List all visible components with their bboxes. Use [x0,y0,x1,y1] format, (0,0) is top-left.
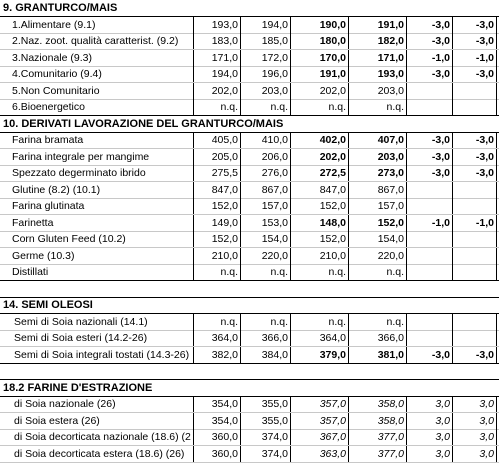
price-cell [452,99,497,115]
price-cell [452,330,497,346]
price-cell: 358,0 [348,396,406,412]
price-cell: 157,0 [240,198,290,214]
price-cell: -3,0 [406,132,452,148]
price-cell: 867,0 [240,182,290,198]
product-label: Corn Gluten Feed (10.2) [12,233,126,245]
price-cell: n.q. [290,264,348,280]
price-cell: 3,0 [406,446,452,462]
section-title: 9. GRANTURCO/MAIS [3,2,118,14]
price-cell: 357,0 [290,396,348,412]
price-cell: 152,0 [193,231,240,247]
product-label: 5.Non Comunitario [12,85,100,97]
price-cell: 357,0 [290,413,348,429]
price-cell [452,264,497,280]
table-row [0,99,499,116]
section-header [0,116,499,133]
section-header [0,297,499,314]
price-cell: 367,0 [290,429,348,445]
price-cell: 358,0 [348,413,406,429]
price-cell: 847,0 [193,182,240,198]
price-cell: 377,0 [348,429,406,445]
price-cell: 154,0 [240,231,290,247]
price-cell: n.q. [348,99,406,115]
product-label: 4.Comunitario (9.4) [12,68,102,80]
price-cell: 3,0 [406,413,452,429]
price-cell [406,99,452,115]
product-label: Semi di Soia nazionali (14.1) [14,316,148,328]
price-cell: 193,0 [348,66,406,82]
price-cell [406,182,452,198]
price-cell: 363,0 [290,446,348,462]
price-cell [406,198,452,214]
table-row [0,314,499,331]
price-cell: 210,0 [193,248,240,264]
price-cell: 3,0 [452,396,497,412]
table-row [0,347,499,364]
table-row [0,149,499,166]
price-cell: 183,0 [193,33,240,49]
price-cell: 152,0 [193,198,240,214]
price-cell [406,330,452,346]
price-cell: 153,0 [240,215,290,231]
table-row [0,215,499,232]
product-label: Germe (10.3) [12,250,75,262]
product-label: Farina bramata [12,134,84,146]
spacer-row [0,363,499,380]
price-cell: n.q. [240,264,290,280]
product-label: Distillati [12,266,49,278]
table-row [0,33,499,50]
table-row [0,429,499,446]
price-cell [406,231,452,247]
table-row [0,446,499,463]
price-cell: 402,0 [290,132,348,148]
price-cell: 157,0 [348,198,406,214]
price-cell: 381,0 [348,347,406,363]
price-cell: 205,0 [193,149,240,165]
table-row [0,50,499,67]
table-row [0,165,499,182]
price-cell: n.q. [290,314,348,330]
product-label: Farina integrale per mangime [12,151,150,163]
price-cell: 276,0 [240,165,290,181]
price-cell: -3,0 [406,17,452,33]
price-cell: n.q. [193,314,240,330]
price-cell: n.q. [193,99,240,115]
price-cell: 180,0 [290,33,348,49]
price-cell: 202,0 [193,83,240,99]
price-cell: 191,0 [290,66,348,82]
price-cell: 355,0 [240,396,290,412]
section-title: 14. SEMI OLEOSI [3,299,93,311]
price-cell: 194,0 [193,66,240,82]
price-cell: 379,0 [290,347,348,363]
spacer-row [0,281,499,298]
price-cell: 149,0 [193,215,240,231]
price-cell: 366,0 [348,330,406,346]
price-cell: -3,0 [406,347,452,363]
price-cell: 3,0 [452,446,497,462]
price-cell: 152,0 [348,215,406,231]
price-cell: -3,0 [452,66,497,82]
price-cell: -3,0 [452,165,497,181]
price-cell: 203,0 [240,83,290,99]
price-cell: 366,0 [240,330,290,346]
price-cell: 220,0 [240,248,290,264]
price-cell: 354,0 [193,413,240,429]
price-cell: 206,0 [240,149,290,165]
price-cell: 360,0 [193,446,240,462]
price-cell: 171,0 [348,50,406,66]
price-cell: -1,0 [406,215,452,231]
price-cell: 867,0 [348,182,406,198]
table-row [0,231,499,248]
price-cell: 196,0 [240,66,290,82]
price-cell: n.q. [348,314,406,330]
section-title: 10. DERIVATI LAVORAZIONE DEL GRANTURCO/MAIS [3,118,284,130]
price-cell: 170,0 [290,50,348,66]
product-label: 3.Nazionale (9.3) [12,52,92,64]
price-cell: -1,0 [452,215,497,231]
price-cell: 202,0 [290,149,348,165]
price-cell: n.q. [193,264,240,280]
price-cell [452,83,497,99]
product-label: 6.Bioenergetico [12,101,85,113]
price-cell: 171,0 [193,50,240,66]
table-row [0,264,499,281]
price-cell: n.q. [240,314,290,330]
price-cell [452,314,497,330]
price-cell: 172,0 [240,50,290,66]
section-title: 18.2 FARINE D'ESTRAZIONE [3,382,153,394]
price-cell: -3,0 [406,165,452,181]
price-cell: 273,0 [348,165,406,181]
price-cell: n.q. [240,99,290,115]
price-cell: 3,0 [406,396,452,412]
price-cell: 193,0 [193,17,240,33]
price-cell: -3,0 [452,347,497,363]
price-cell: -3,0 [452,17,497,33]
product-label: Farina glutinata [12,200,85,212]
price-cell [452,231,497,247]
price-cell: 405,0 [193,132,240,148]
price-cell: 384,0 [240,347,290,363]
price-cell: 374,0 [240,446,290,462]
price-cell: -3,0 [452,149,497,165]
price-cell: 377,0 [348,446,406,462]
price-cell: 220,0 [348,248,406,264]
price-cell: 3,0 [452,413,497,429]
price-cell: 3,0 [452,429,497,445]
product-label: Farinetta [12,217,54,229]
price-cell: 148,0 [290,215,348,231]
price-cell: -3,0 [406,33,452,49]
price-cell: 203,0 [348,149,406,165]
table-row [0,132,499,149]
price-cell: -1,0 [406,50,452,66]
price-cell [452,248,497,264]
table-row [0,17,499,34]
price-cell: 410,0 [240,132,290,148]
product-label: di Soia nazionale (26) [14,398,116,410]
price-cell: -3,0 [452,33,497,49]
price-cell: 354,0 [193,396,240,412]
price-cell: 360,0 [193,429,240,445]
price-cell: n.q. [290,99,348,115]
price-cell: 382,0 [193,347,240,363]
table-row [0,198,499,215]
price-cell: 202,0 [290,83,348,99]
product-label: Glutine (8.2) (10.1) [12,184,101,196]
price-cell: 152,0 [290,198,348,214]
price-cell [406,248,452,264]
price-cell: -3,0 [406,66,452,82]
price-cell: 194,0 [240,17,290,33]
price-cell: -1,0 [452,50,497,66]
price-cell [406,264,452,280]
table-row [0,396,499,413]
price-cell [406,83,452,99]
price-cell: 847,0 [290,182,348,198]
table-row [0,330,499,347]
product-label: 1.Alimentare (9.1) [12,19,96,31]
product-label: 2.Naz. zoot. qualità caratterist. (9.2) [12,35,179,47]
product-label: Semi di Soia integrali tostati (14.3-26) [14,349,190,361]
price-cell: 3,0 [406,429,452,445]
product-label: di Soia estera (26) [14,415,100,427]
price-cell: 203,0 [348,83,406,99]
table-row [0,413,499,430]
price-cell: 152,0 [290,231,348,247]
price-cell: -3,0 [406,149,452,165]
price-cell: -3,0 [452,132,497,148]
price-cell: 355,0 [240,413,290,429]
section-header [0,380,499,397]
table-row [0,182,499,199]
price-cell: n.q. [348,264,406,280]
price-cell: 191,0 [348,17,406,33]
product-label: Spezzato degerminato ibrido [12,167,146,179]
price-cell: 364,0 [290,330,348,346]
price-cell: 407,0 [348,132,406,148]
price-cell: 374,0 [240,429,290,445]
product-label: Semi di Soia esteri (14.2-26) [14,332,148,344]
price-cell [406,314,452,330]
price-cell: 275,5 [193,165,240,181]
price-cell: 272,5 [290,165,348,181]
price-cell: 364,0 [193,330,240,346]
table-row [0,66,499,83]
product-label: di Soia decorticata estera (18.6) (26) [14,448,185,460]
section-header [0,0,499,17]
product-label: di Soia decorticata nazionale (18.6) (2 [14,431,191,443]
table-row [0,83,499,100]
price-cell [452,182,497,198]
price-cell: 182,0 [348,33,406,49]
table-row [0,248,499,265]
price-cell: 154,0 [348,231,406,247]
price-cell: 190,0 [290,17,348,33]
price-cell: 210,0 [290,248,348,264]
price-cell: 185,0 [240,33,290,49]
price-cell [452,198,497,214]
